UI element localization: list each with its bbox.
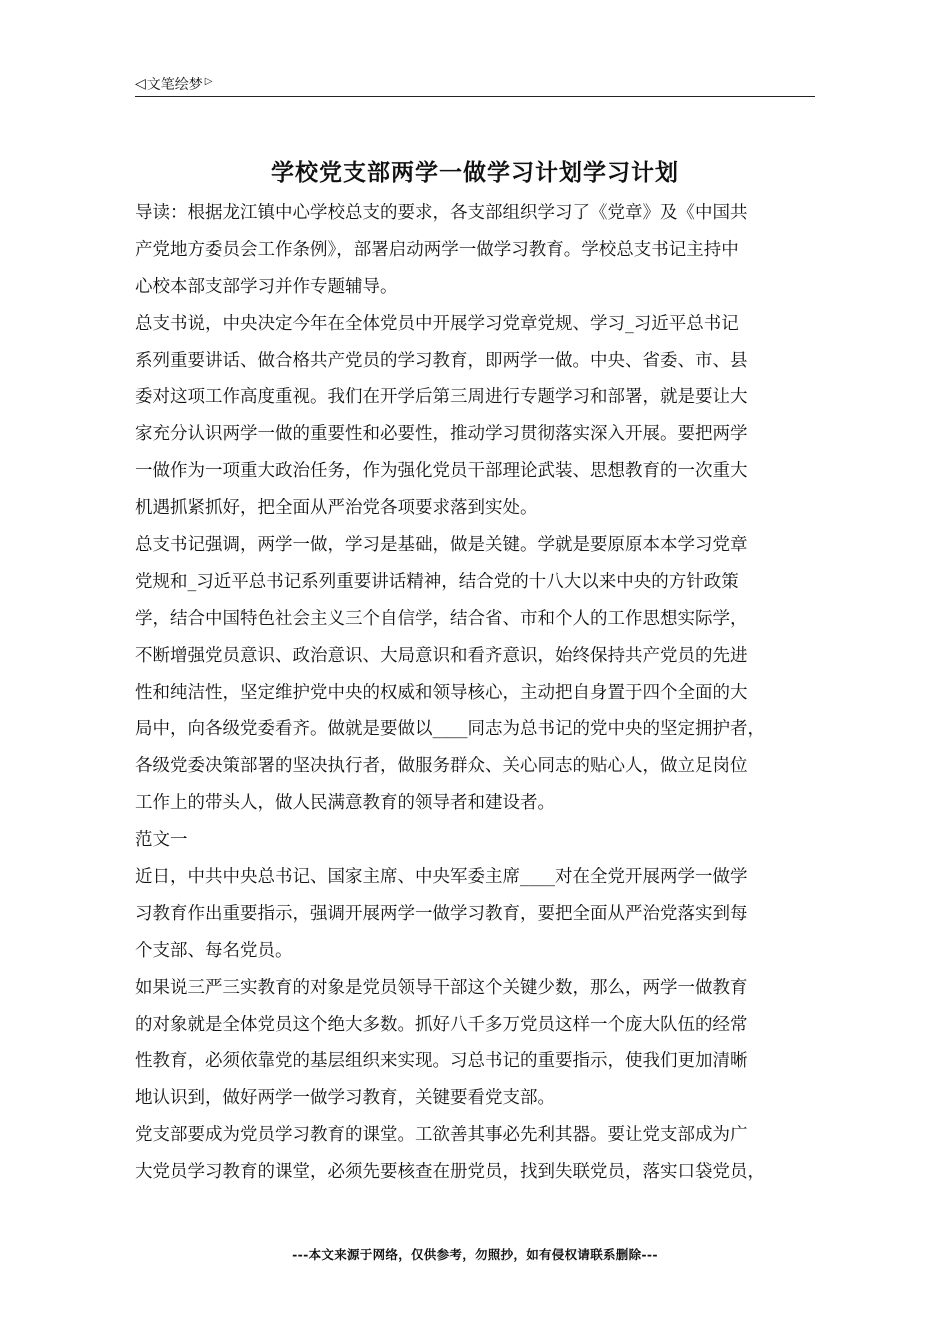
text-line: 系列重要讲话、做合格共产党员的学习教育，即两学一做。中央、省委、市、县 bbox=[135, 350, 748, 371]
text-line: 机遇抓紧抓好，把全面从严治党各项要求落到实处。 bbox=[135, 498, 538, 519]
header-brand-text: 文笔绘梦 bbox=[146, 77, 203, 93]
text-line: 局中，向各级党委看齐。做就是要做以____同志为总书记的党中央的坚定拥护者， bbox=[135, 719, 765, 740]
text-line: 心校本部支部学习并作专题辅导。 bbox=[135, 276, 398, 297]
text-line: 总支书记强调，两学一做，学习是基础，做是关键。学就是要原原本本学习党章 bbox=[135, 535, 748, 556]
header-brand-mark bbox=[135, 74, 212, 94]
text-line: 习教育作出重要指示，强调开展两学一做学习教育，要把全面从严治党落实到每 bbox=[135, 903, 748, 924]
text-line: 总支书说，中央决定今年在全体党员中开展学习党章党规、学习_习近平总书记 bbox=[135, 313, 739, 334]
text-line: 个支部、每名党员。 bbox=[135, 940, 293, 961]
text-line: 范文一 bbox=[135, 830, 188, 851]
text-line: 近日，中共中央总书记、国家主席、中央军委主席____对在全党开展两学一做学 bbox=[135, 867, 748, 888]
text-line: 性和纯洁性，坚定维护党中央的权威和领导核心，主动把自身置于四个全面的大 bbox=[135, 682, 748, 703]
text-line: 委对这项工作高度重视。我们在开学后第三周进行专题学习和部署，就是要让大 bbox=[135, 387, 748, 408]
text-line: 不断增强党员意识、政治意识、大局意识和看齐意识，始终保持共产党员的先进 bbox=[135, 645, 748, 666]
text-line: 党支部要成为党员学习教育的课堂。工欲善其事必先利其器。要让党支部成为广 bbox=[135, 1125, 748, 1146]
text-line: 大党员学习教育的课堂，必须先要核查在册党员，找到失联党员，落实口袋党员， bbox=[135, 1162, 765, 1183]
text-line: 学，结合中国特色社会主义三个自信学，结合省、市和个人的工作思想实际学， bbox=[135, 608, 748, 629]
text-line: 性教育，必须依靠党的基层组织来实现。习总书记的重要指示，使我们更加清晰 bbox=[135, 1051, 748, 1072]
text-line: 的对象就是全体党员这个绝大多数。抓好八千多万党员这样一个庞大队伍的经常 bbox=[135, 1014, 748, 1035]
text-line: 导读：根据龙江镇中心学校总支的要求，各支部组织学习了《党章》及《中国共 bbox=[135, 203, 748, 223]
right-triangle-icon: ▷ bbox=[204, 75, 213, 87]
left-triangle-icon: ◁ bbox=[135, 76, 146, 92]
text-line: 工作上的带头人，做人民满意教育的领导者和建设者。 bbox=[135, 793, 555, 814]
page-title: 学校党支部两学一做学习计划学习计划 bbox=[271, 159, 679, 187]
text-line: 家充分认识两学一做的重要性和必要性，推动学习贯彻落实深入开展。要把两学 bbox=[135, 424, 748, 445]
text-line: 各级党委决策部署的坚决执行者，做服务群众、关心同志的贴心人，做立足岗位 bbox=[135, 756, 748, 777]
text-line: 产党地方委员会工作条例》，部署启动两学一做学习教育。学校总支书记主持中 bbox=[135, 239, 739, 260]
text-line: 一做作为一项重大政治任务，作为强化党员干部理论武装、思想教育的一次重大 bbox=[135, 461, 748, 482]
footer-disclaimer: ---本文来源于网络，仅供参考，勿照抄，如有侵权请联系删除--- bbox=[292, 1247, 658, 1262]
text-line: 党规和_习近平总书记系列重要讲话精神，结合党的十八大以来中央的方针政策 bbox=[135, 571, 739, 592]
text-line: 地认识到，做好两学一做学习教育，关键要看党支部。 bbox=[135, 1088, 555, 1109]
document-body bbox=[135, 195, 825, 1191]
text-line: 如果说三严三实教育的对象是党员领导干部这个关键少数，那么，两学一做教育 bbox=[135, 977, 748, 998]
header-divider bbox=[135, 96, 815, 97]
